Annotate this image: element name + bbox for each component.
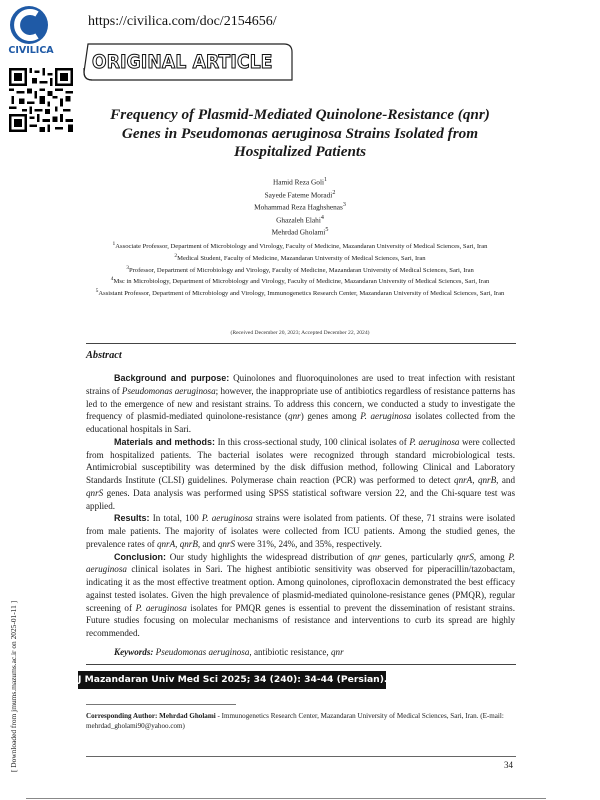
civilica-logo[interactable]	[4, 4, 58, 60]
title-line: Genes in Pseudomonas aeruginosa Strains Isolated from	[121, 124, 479, 142]
keywords: Keywords: Pseudomonas aeruginosa, antibiotic resistance, qnr	[114, 647, 344, 657]
qr-code-icon	[9, 68, 73, 132]
affiliation: $^5$Assistant Professor, Department of Microbiology and Virology, Immunogenetics Research Center, Mazandaran University of Medical Sciences, Sari, Iran	[95, 288, 505, 298]
divider	[86, 756, 516, 757]
article-type-label: ORIGINAL ARTICLE	[92, 51, 273, 73]
article-title	[88, 106, 512, 162]
abstract-body	[86, 372, 515, 640]
title-line: Frequency of Plasmid-Mediated Quinolone-Resistance (qnr)	[110, 106, 490, 123]
page-number: 34	[504, 760, 513, 770]
author-list	[180, 175, 420, 238]
abstract-background: Background and purpose: Quinolones and fluoroquinolones are used to treat infection with resistant strains of Pseudomonas aeruginosa; however, the inappropriate use of antibiotics regardless of resistance patterns has led to the emergence of new and resistant strains. To address this concern, we conducted a study to investigate the frequency of plasmid-mediated quinolone-resistance (qnr) genes among P. aeruginosa isolates collected from the educational hospitals in Sari.	[86, 373, 515, 434]
abstract-methods: Materials and methods: In this cross-sectional study, 100 clinical isolates of P. aeruginosa were collected from hospitalized patients. The bacterial isolates were recognized through standard microbiological tests. Antimicrobial susceptibility was determined by the disk diffusion method, following Clinical and Laboratory Standards Institute (CLSI) guidelines. Polymerase chain reaction (PCR) was performed to detect qnrA, qnrB, and qnrS genes. Data analysis was performed using SPSS statistical software version 22, and the Chi-square test was applied.	[86, 436, 516, 511]
abstract-results: Results: In total, 100 P. aeruginosa strains were isolated from patients. Of these, 71 strains were isolated from male patients. The majority of isolates were collected from ICU patients. Among the studied genes, the prevalence rates of qnrA, qnrB, and qnrS were 31%, 24%, and 35%, respectively.	[86, 513, 516, 549]
bottom-divider	[26, 798, 546, 799]
author: Ghazaleh Elahi$^4$	[276, 214, 324, 224]
corresponding-author: Corresponding Author: Mehrdad Gholami - Immunogenetics Research Center, Mazandaran University of Medical Sciences, Sari, Iran. (E-mail: mehrdad_gholami90@yahoo.com)	[86, 712, 504, 730]
divider	[86, 664, 516, 665]
download-note: [ Downloaded from jmums.mazums.ac.ir on 2025-01-11 ]	[9, 600, 18, 772]
divider	[86, 343, 516, 344]
affiliation-list	[86, 240, 514, 299]
author: Mohammad Reza Haghshenas$^3$	[254, 202, 346, 212]
received-dates: (Received December 20, 2023; Accepted December 22, 2024)	[230, 330, 370, 336]
abstract-conclusion: Conclusion: Our study highlights the widespread distribution of qnr genes, particularly qnrS, among P. aeruginosa clinical isolates in Sari. The highest antibiotic sensitivity was observed for piperacillin/tazobactam, indicating it as the most effective treatment option. Among quinolones, ciprofloxacin demonstrated the best efficacy against tested isolates. Given the high prevalence of plasmid-mediated quinolone-resistance genes (PMQR), regular screening of P. aeruginosa isolates for PMQR genes is essential to prevent the dissemination of resistant strains. Future studies focusing on molecular mechanisms of resistance and interventions to curb its spread are highly recommended.	[86, 551, 515, 638]
affiliation: $^3$Professor, Department of Microbiology and Virology, Faculty of Medicine, Mazandaran University of Medical Sciences, Sari, Iran	[126, 264, 474, 274]
affiliation: $^1$Associate Professor, Department of Microbiology and Virology, Faculty of Medicine, Mazandaran University of Medical Sciences, Sari, Iran	[112, 241, 488, 251]
abstract-heading: Abstract	[86, 350, 122, 361]
author: Sayede Fateme Moradi$^2$	[264, 189, 336, 199]
document-url[interactable]: https://civilica.com/doc/2154656/	[88, 14, 277, 29]
author: Mehrdad Gholami$^5$	[271, 227, 329, 237]
footnote-divider	[86, 704, 236, 705]
affiliation: $^4$Msc in Microbiology, Department of Microbiology and Virology, Faculty of Medicine, Mazandaran University of Medical Sciences, Sari, Iran	[110, 276, 490, 286]
affiliation: $^2$Medical Student, Faculty of Medicine, Mazandaran University of Medical Sciences, Sari, Iran	[174, 252, 426, 262]
author: Hamid Reza Goli$^1$	[272, 177, 328, 187]
logo-text: CIVILICA	[8, 45, 54, 56]
journal-citation: J Mazandaran Univ Med Sci 2025; 34 (240): 34-44 (Persian).	[78, 671, 386, 689]
title-line: Hospitalized Patients	[233, 143, 367, 160]
